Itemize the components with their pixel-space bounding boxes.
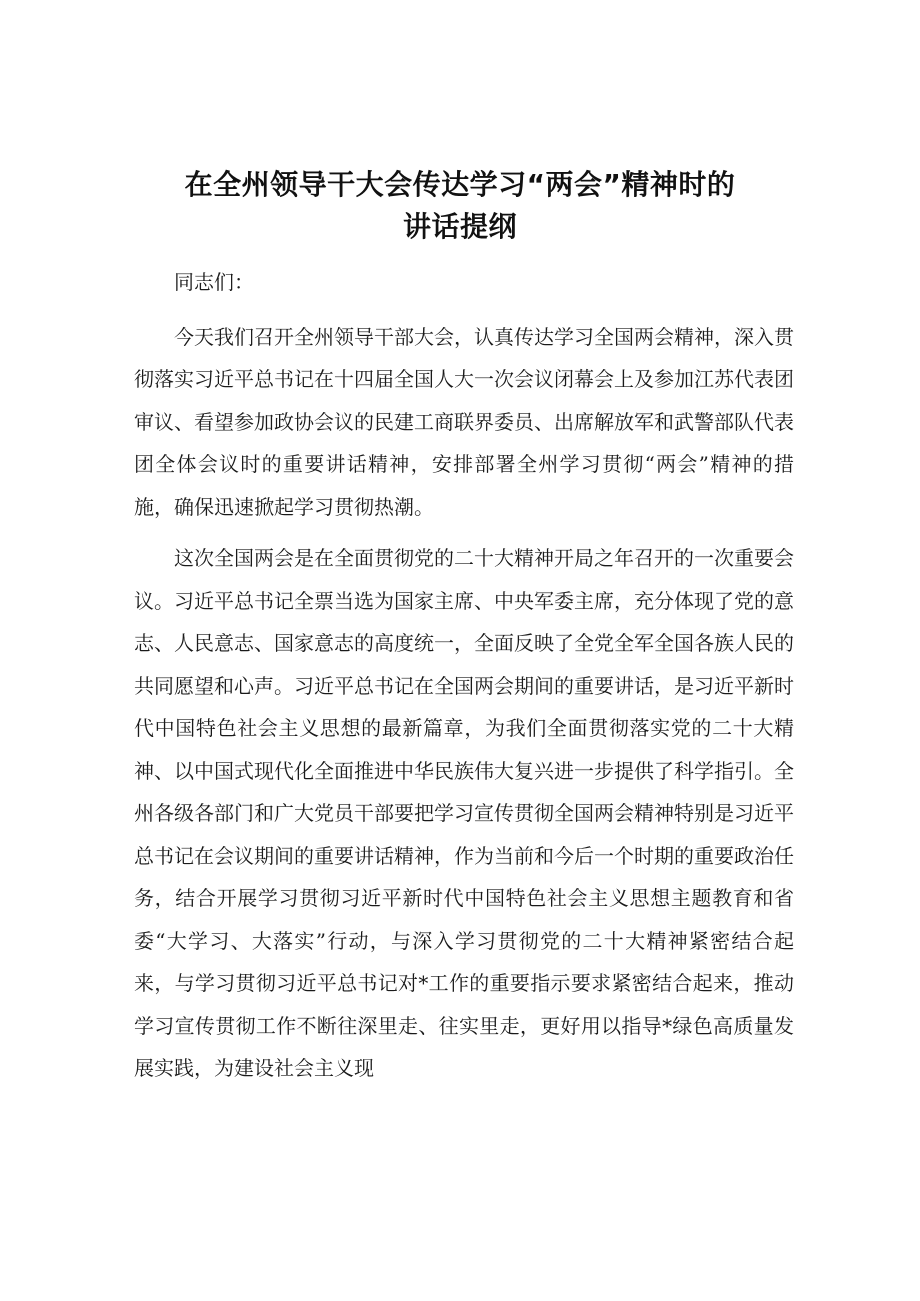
salutation: 同志们： [174, 270, 254, 294]
paragraph: 这次全国两会是在全面贯彻党的二十大精神开局之年召开的一次重要会议。习近平总书记全票当选为国家主席、中央军委主席，充分体现了党的意志、人民意志、国家意志的高度统一，全面反映了全党全军全国各族人民的共同愿望和心声。习近平总书记在全国两会期间的重要讲话，是习近平新时代中国特色社会主义思想的最新篇章，为我们全面贯彻落实党的二十大精神、以中国式现代化全面推进中华民族伟大复兴进一步提供了科学指引。全州各级各部门和广大党员干部要把学习宣传贯彻全国两会精神特别是习近平总书记在会议期间的重要讲话精神，作为当前和今后一个时期的重要政治任务，结合开展学习贯彻习近平新时代中国特色社会主义思想主题教育和省委“大学习、大落实”行动，与深入学习贯彻党的二十大精神紧密结合起来，与学习贯彻习近平总书记对*工作的重要指示要求紧密结合起来，推动学习宣传贯彻工作不断往深里走、往实里走，更好用以指导*绿色高质量发展实践，为建设社会主义现 [134, 546, 794, 1080]
title-line-1: 在全州领导干大会传达学习“两会”精神时的 [184, 168, 736, 201]
paragraph: 今天我们召开全州领导干部大会，认真传达学习全国两会精神，深入贯彻落实习近平总书记在十四届全国人大一次会议闭幕会上及参加江苏代表团审议、看望参加政协会议的民建工商联界委员、出席解放军和武警部队代表团全体会议时的重要讲话精神，安排部署全州学习贯彻“两会”精神的措施，确保迅速掀起学习贯彻热潮。 [134, 324, 794, 519]
title-line-2: 讲话提纲 [402, 210, 517, 243]
document-body [134, 261, 794, 1090]
document-title [120, 164, 800, 248]
